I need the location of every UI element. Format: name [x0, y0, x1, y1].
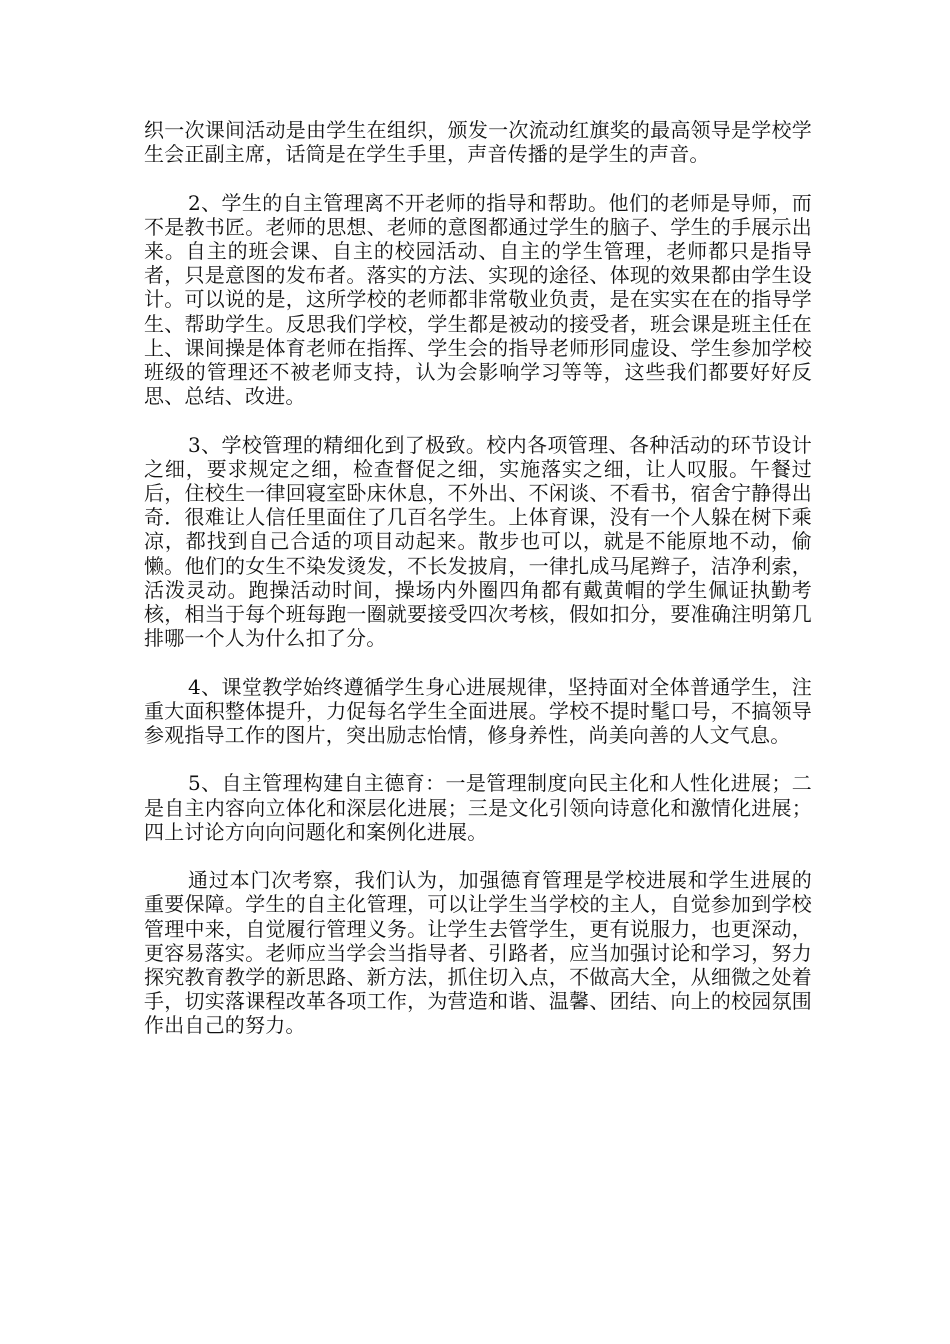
- paragraph-point-5: 5、自主管理构建自主德育：一是管理制度向民主化和人性化进展；二是自主内容向立体化和深层化进展；三是文化引领向诗意化和激情化进展；四上讨论方向向问题化和案例化进展。: [144, 771, 812, 844]
- document-body: [144, 118, 812, 1062]
- paragraph-conclusion: 通过本门次考察，我们认为，加强德育管理是学校进展和学生进展的重要保障。学生的自主化管理，可以让学生当学校的主人，自觉参加到学校管理中来，自觉履行管理义务。让学生去管学生，更有说服力，也更深动，更容易落实。老师应当学会当指导者、引路者，应当加强讨论和学习，努力探究教育教学的新思路、新方法，抓住切入点，不做高大全，从细微之处着手，切实落课程改革各项工作，为营造和谐、温馨、团结、向上的校园氛围作出自己的努力。: [144, 868, 812, 1038]
- paragraph-continuation: 织一次课间活动是由学生在组织，颁发一次流动红旗奖的最高领导是学校学生会正副主席，话筒是在学生手里，声音传播的是学生的声音。: [144, 118, 812, 167]
- paragraph-point-3: 3、学校管理的精细化到了极致。校内各项管理、各种活动的环节设计之细，要求规定之细，检查督促之细，实施落实之细，让人叹服。午餐过后，住校生一律回寝室卧床休息，不外出、不闲谈、不看书，宿舍宁静得出奇．很难让人信任里面住了几百名学生。上体育课，没有一个人躲在树下乘凉，都找到自己合适的项目动起来。散步也可以，就是不能原地不动，偷懒。他们的女生不染发烫发，不长发披肩，一律扎成马尾辫子，洁净利索，活泼灵动。跑操活动时间，操场内外圈四角都有戴黄帽的学生佩证执勤考核，相当于每个班每跑一圈就要接受四次考核，假如扣分，要准确注明第几排哪一个人为什么扣了分。: [144, 432, 812, 651]
- paragraph-point-4: 4、课堂教学始终遵循学生身心进展规律，坚持面对全体普通学生，注重大面积整体提升，力促每名学生全面进展。学校不提时髦口号，不搞领导参观指导工作的图片，突出励志怡情，修身养性，尚美向善的人文气息。: [144, 674, 812, 748]
- paragraph-point-2: 2、学生的自主管理离不开老师的指导和帮助。他们的老师是导师，而不是教书匠。老师的思想、老师的意图都通过学生的脑子、学生的手展示出来。自主的班会课、自主的校园活动、自主的学生管理，老师都只是指导者，只是意图的发布者。落实的方法、实现的途径、体现的效果都由学生设计。可以说的是，这所学校的老师都非常敬业负责，是在实实在在的指导学生、帮助学生。反思我们学校，学生都是被动的接受者，班会课是班主任在上、课间操是体育老师在指挥、学生会的指导老师形同虚设、学生参加学校班级的管理还不被老师支持，认为会影响学习等等，这些我们都要好好反思、总结、改进。: [144, 190, 812, 409]
